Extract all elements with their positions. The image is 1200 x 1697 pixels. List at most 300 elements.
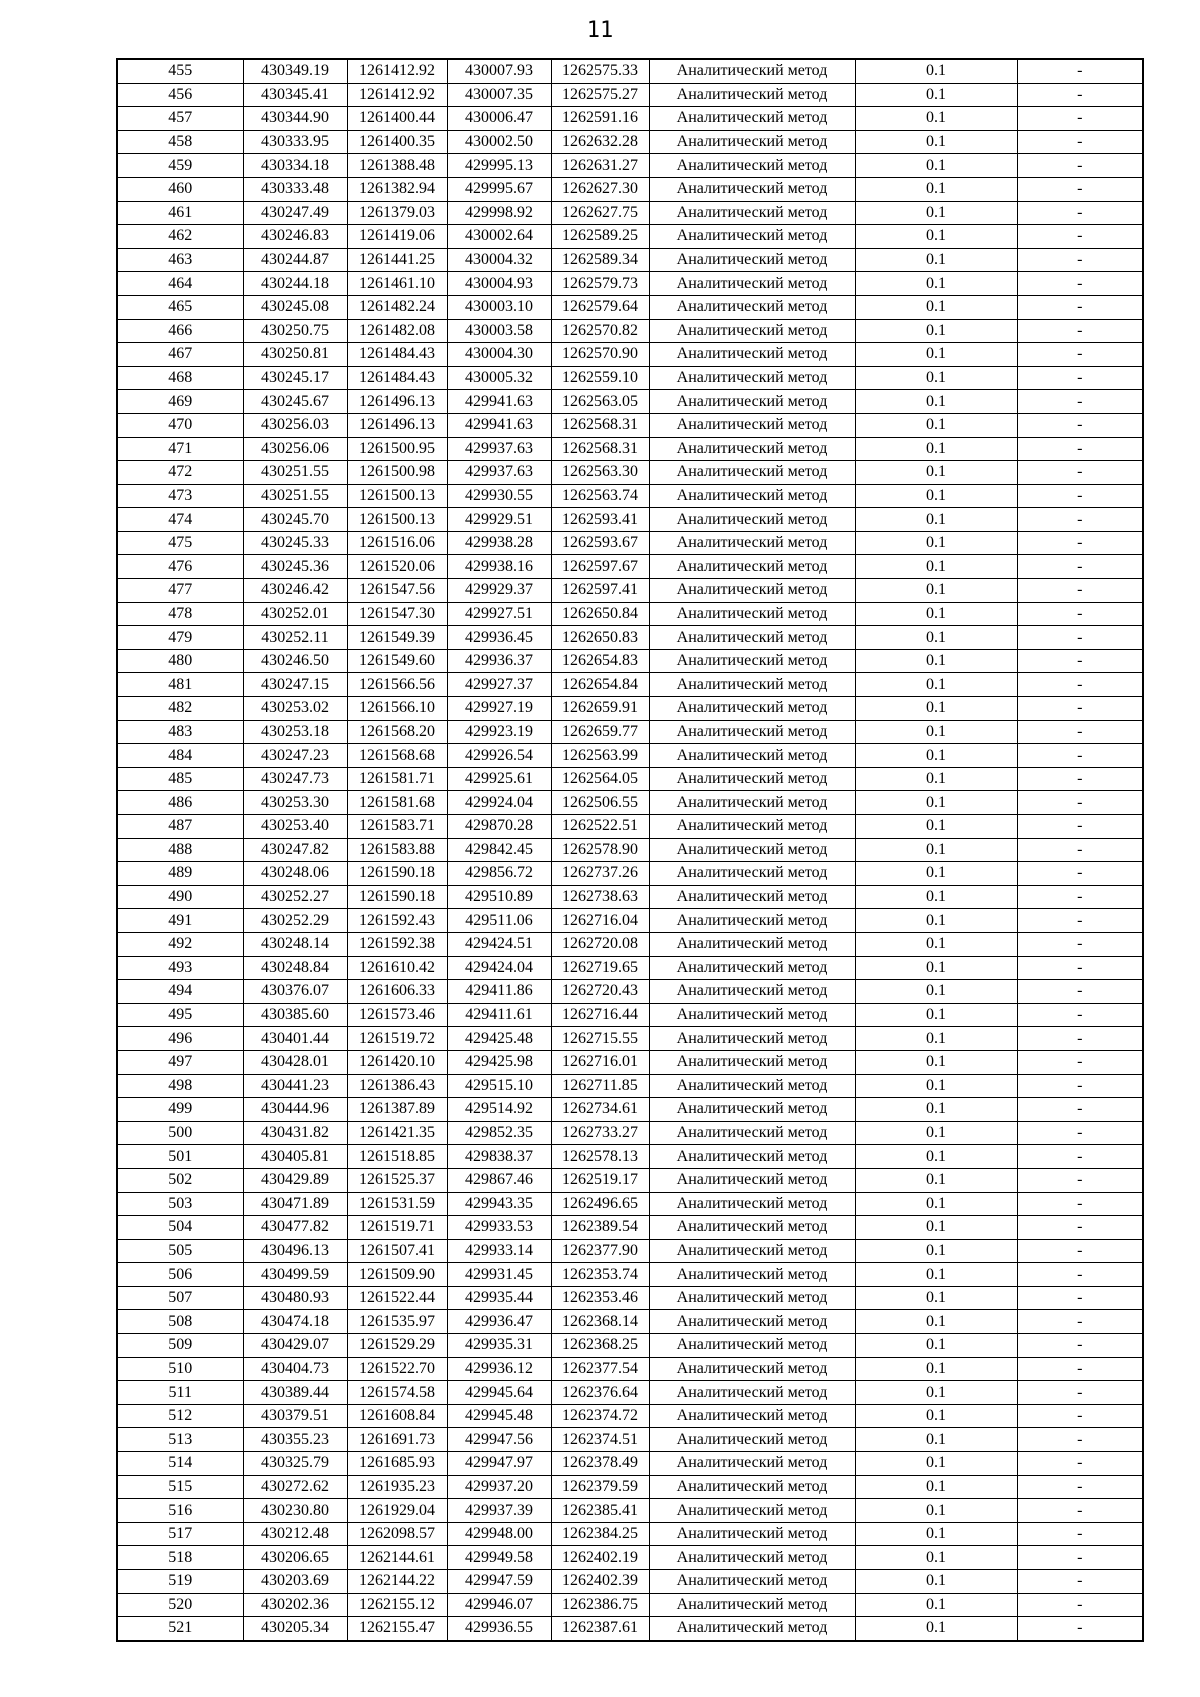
x1-cell: 430355.23 bbox=[243, 1428, 347, 1452]
y1-cell: 1261529.29 bbox=[347, 1334, 447, 1358]
x2-cell: 429510.89 bbox=[447, 885, 551, 909]
x1-cell: 430385.60 bbox=[243, 1003, 347, 1027]
x1-cell: 430252.29 bbox=[243, 909, 347, 933]
y2-cell: 1262654.83 bbox=[551, 649, 649, 673]
x2-cell: 429511.06 bbox=[447, 909, 551, 933]
x1-cell: 430246.42 bbox=[243, 579, 347, 603]
y2-cell: 1262402.19 bbox=[551, 1546, 649, 1570]
y2-cell: 1262563.05 bbox=[551, 390, 649, 414]
y1-cell: 1261379.03 bbox=[347, 201, 447, 225]
accuracy-cell: 0.1 bbox=[855, 1027, 1017, 1051]
note-cell: - bbox=[1017, 1145, 1143, 1169]
x2-cell: 429927.37 bbox=[447, 673, 551, 697]
table-row bbox=[117, 956, 1143, 980]
x2-cell: 429424.04 bbox=[447, 956, 551, 980]
method-cell: Аналитический метод bbox=[649, 1475, 855, 1499]
point-number-cell: 515 bbox=[117, 1475, 243, 1499]
y1-cell: 1261419.06 bbox=[347, 225, 447, 249]
table-row bbox=[117, 1286, 1143, 1310]
y1-cell: 1261388.48 bbox=[347, 154, 447, 178]
y1-cell: 1261382.94 bbox=[347, 177, 447, 201]
x1-cell: 430404.73 bbox=[243, 1357, 347, 1381]
x2-cell: 429937.63 bbox=[447, 437, 551, 461]
x2-cell: 429923.19 bbox=[447, 720, 551, 744]
note-cell: - bbox=[1017, 295, 1143, 319]
point-number-cell: 468 bbox=[117, 366, 243, 390]
method-cell: Аналитический метод bbox=[649, 1499, 855, 1523]
point-number-cell: 483 bbox=[117, 720, 243, 744]
x1-cell: 430247.23 bbox=[243, 744, 347, 768]
accuracy-cell: 0.1 bbox=[855, 248, 1017, 272]
x1-cell: 430333.95 bbox=[243, 130, 347, 154]
accuracy-cell: 0.1 bbox=[855, 579, 1017, 603]
accuracy-cell: 0.1 bbox=[855, 1570, 1017, 1594]
table-row bbox=[117, 177, 1143, 201]
accuracy-cell: 0.1 bbox=[855, 980, 1017, 1004]
table-row bbox=[117, 390, 1143, 414]
y1-cell: 1261583.88 bbox=[347, 838, 447, 862]
note-cell: - bbox=[1017, 885, 1143, 909]
method-cell: Аналитический метод bbox=[649, 461, 855, 485]
note-cell: - bbox=[1017, 815, 1143, 839]
x1-cell: 430256.03 bbox=[243, 413, 347, 437]
note-cell: - bbox=[1017, 437, 1143, 461]
point-number-cell: 491 bbox=[117, 909, 243, 933]
y2-cell: 1262387.61 bbox=[551, 1617, 649, 1641]
y1-cell: 1261500.13 bbox=[347, 484, 447, 508]
y1-cell: 1261519.71 bbox=[347, 1216, 447, 1240]
y1-cell: 1261400.35 bbox=[347, 130, 447, 154]
x1-cell: 430247.73 bbox=[243, 767, 347, 791]
y2-cell: 1262716.01 bbox=[551, 1050, 649, 1074]
table-row bbox=[117, 1570, 1143, 1594]
y1-cell: 1261400.44 bbox=[347, 107, 447, 131]
y1-cell: 1261519.72 bbox=[347, 1027, 447, 1051]
x1-cell: 430245.33 bbox=[243, 531, 347, 555]
y1-cell: 1261484.43 bbox=[347, 343, 447, 367]
note-cell: - bbox=[1017, 343, 1143, 367]
point-number-cell: 488 bbox=[117, 838, 243, 862]
coordinates-table bbox=[116, 58, 1144, 1642]
point-number-cell: 472 bbox=[117, 461, 243, 485]
point-number-cell: 490 bbox=[117, 885, 243, 909]
x2-cell: 430002.50 bbox=[447, 130, 551, 154]
method-cell: Аналитический метод bbox=[649, 508, 855, 532]
point-number-cell: 477 bbox=[117, 579, 243, 603]
coordinates-table-body bbox=[117, 59, 1143, 1641]
y1-cell: 1262155.12 bbox=[347, 1593, 447, 1617]
accuracy-cell: 0.1 bbox=[855, 1310, 1017, 1334]
y2-cell: 1262720.08 bbox=[551, 932, 649, 956]
y1-cell: 1261549.39 bbox=[347, 626, 447, 650]
y2-cell: 1262374.72 bbox=[551, 1404, 649, 1428]
x2-cell: 429938.28 bbox=[447, 531, 551, 555]
note-cell: - bbox=[1017, 862, 1143, 886]
method-cell: Аналитический метод bbox=[649, 744, 855, 768]
y2-cell: 1262579.73 bbox=[551, 272, 649, 296]
point-number-cell: 495 bbox=[117, 1003, 243, 1027]
method-cell: Аналитический метод bbox=[649, 1381, 855, 1405]
method-cell: Аналитический метод bbox=[649, 1239, 855, 1263]
method-cell: Аналитический метод bbox=[649, 932, 855, 956]
x1-cell: 430250.81 bbox=[243, 343, 347, 367]
table-row bbox=[117, 272, 1143, 296]
accuracy-cell: 0.1 bbox=[855, 862, 1017, 886]
x1-cell: 430272.62 bbox=[243, 1475, 347, 1499]
method-cell: Аналитический метод bbox=[649, 1121, 855, 1145]
y2-cell: 1262568.31 bbox=[551, 413, 649, 437]
note-cell: - bbox=[1017, 767, 1143, 791]
x2-cell: 429937.39 bbox=[447, 1499, 551, 1523]
note-cell: - bbox=[1017, 956, 1143, 980]
note-cell: - bbox=[1017, 744, 1143, 768]
method-cell: Аналитический метод bbox=[649, 1216, 855, 1240]
note-cell: - bbox=[1017, 1310, 1143, 1334]
method-cell: Аналитический метод bbox=[649, 649, 855, 673]
method-cell: Аналитический метод bbox=[649, 484, 855, 508]
table-row bbox=[117, 1310, 1143, 1334]
method-cell: Аналитический метод bbox=[649, 1404, 855, 1428]
note-cell: - bbox=[1017, 1334, 1143, 1358]
table-row bbox=[117, 626, 1143, 650]
method-cell: Аналитический метод bbox=[649, 437, 855, 461]
note-cell: - bbox=[1017, 1404, 1143, 1428]
point-number-cell: 497 bbox=[117, 1050, 243, 1074]
x2-cell: 429929.51 bbox=[447, 508, 551, 532]
table-row bbox=[117, 1522, 1143, 1546]
y2-cell: 1262575.27 bbox=[551, 83, 649, 107]
x1-cell: 430253.40 bbox=[243, 815, 347, 839]
x2-cell: 429411.61 bbox=[447, 1003, 551, 1027]
y2-cell: 1262627.75 bbox=[551, 201, 649, 225]
method-cell: Аналитический метод bbox=[649, 602, 855, 626]
accuracy-cell: 0.1 bbox=[855, 130, 1017, 154]
y2-cell: 1262716.04 bbox=[551, 909, 649, 933]
method-cell: Аналитический метод bbox=[649, 626, 855, 650]
accuracy-cell: 0.1 bbox=[855, 154, 1017, 178]
note-cell: - bbox=[1017, 932, 1143, 956]
y1-cell: 1261421.35 bbox=[347, 1121, 447, 1145]
x2-cell: 430004.30 bbox=[447, 343, 551, 367]
point-number-cell: 478 bbox=[117, 602, 243, 626]
method-cell: Аналитический метод bbox=[649, 531, 855, 555]
table-row bbox=[117, 744, 1143, 768]
x2-cell: 429946.07 bbox=[447, 1593, 551, 1617]
point-number-cell: 485 bbox=[117, 767, 243, 791]
y2-cell: 1262650.83 bbox=[551, 626, 649, 650]
accuracy-cell: 0.1 bbox=[855, 366, 1017, 390]
point-number-cell: 510 bbox=[117, 1357, 243, 1381]
x2-cell: 429949.58 bbox=[447, 1546, 551, 1570]
accuracy-cell: 0.1 bbox=[855, 59, 1017, 83]
point-number-cell: 492 bbox=[117, 932, 243, 956]
y2-cell: 1262564.05 bbox=[551, 767, 649, 791]
y1-cell: 1261606.33 bbox=[347, 980, 447, 1004]
note-cell: - bbox=[1017, 1499, 1143, 1523]
table-row bbox=[117, 508, 1143, 532]
point-number-cell: 494 bbox=[117, 980, 243, 1004]
point-number-cell: 520 bbox=[117, 1593, 243, 1617]
table-row bbox=[117, 602, 1143, 626]
method-cell: Аналитический метод bbox=[649, 956, 855, 980]
y1-cell: 1261547.30 bbox=[347, 602, 447, 626]
y1-cell: 1261525.37 bbox=[347, 1168, 447, 1192]
method-cell: Аналитический метод bbox=[649, 1145, 855, 1169]
table-row bbox=[117, 130, 1143, 154]
x2-cell: 429936.12 bbox=[447, 1357, 551, 1381]
x2-cell: 430005.32 bbox=[447, 366, 551, 390]
accuracy-cell: 0.1 bbox=[855, 83, 1017, 107]
y2-cell: 1262519.17 bbox=[551, 1168, 649, 1192]
table-row bbox=[117, 815, 1143, 839]
accuracy-cell: 0.1 bbox=[855, 1593, 1017, 1617]
method-cell: Аналитический метод bbox=[649, 1050, 855, 1074]
point-number-cell: 516 bbox=[117, 1499, 243, 1523]
table-row bbox=[117, 1404, 1143, 1428]
y2-cell: 1262563.99 bbox=[551, 744, 649, 768]
x1-cell: 430247.49 bbox=[243, 201, 347, 225]
x1-cell: 430251.55 bbox=[243, 484, 347, 508]
note-cell: - bbox=[1017, 720, 1143, 744]
x2-cell: 429937.20 bbox=[447, 1475, 551, 1499]
note-cell: - bbox=[1017, 1428, 1143, 1452]
table-row bbox=[117, 767, 1143, 791]
x2-cell: 429933.53 bbox=[447, 1216, 551, 1240]
method-cell: Аналитический метод bbox=[649, 815, 855, 839]
accuracy-cell: 0.1 bbox=[855, 720, 1017, 744]
method-cell: Аналитический метод bbox=[649, 1192, 855, 1216]
method-cell: Аналитический метод bbox=[649, 909, 855, 933]
x2-cell: 429424.51 bbox=[447, 932, 551, 956]
table-row bbox=[117, 1098, 1143, 1122]
note-cell: - bbox=[1017, 272, 1143, 296]
x2-cell: 429938.16 bbox=[447, 555, 551, 579]
method-cell: Аналитический метод bbox=[649, 177, 855, 201]
method-cell: Аналитический метод bbox=[649, 295, 855, 319]
note-cell: - bbox=[1017, 366, 1143, 390]
note-cell: - bbox=[1017, 555, 1143, 579]
method-cell: Аналитический метод bbox=[649, 980, 855, 1004]
table-row bbox=[117, 720, 1143, 744]
table-row bbox=[117, 1074, 1143, 1098]
y1-cell: 1261590.18 bbox=[347, 862, 447, 886]
y1-cell: 1261531.59 bbox=[347, 1192, 447, 1216]
x2-cell: 430004.93 bbox=[447, 272, 551, 296]
x1-cell: 430444.96 bbox=[243, 1098, 347, 1122]
x2-cell: 429514.92 bbox=[447, 1098, 551, 1122]
point-number-cell: 511 bbox=[117, 1381, 243, 1405]
table-row bbox=[117, 531, 1143, 555]
y1-cell: 1261500.98 bbox=[347, 461, 447, 485]
method-cell: Аналитический метод bbox=[649, 390, 855, 414]
y1-cell: 1261412.92 bbox=[347, 59, 447, 83]
page-number: 11 bbox=[586, 18, 614, 43]
point-number-cell: 460 bbox=[117, 177, 243, 201]
y2-cell: 1262578.90 bbox=[551, 838, 649, 862]
method-cell: Аналитический метод bbox=[649, 130, 855, 154]
point-number-cell: 493 bbox=[117, 956, 243, 980]
accuracy-cell: 0.1 bbox=[855, 1452, 1017, 1476]
x1-cell: 430202.36 bbox=[243, 1593, 347, 1617]
accuracy-cell: 0.1 bbox=[855, 1334, 1017, 1358]
accuracy-cell: 0.1 bbox=[855, 437, 1017, 461]
method-cell: Аналитический метод bbox=[649, 366, 855, 390]
note-cell: - bbox=[1017, 59, 1143, 83]
point-number-cell: 475 bbox=[117, 531, 243, 555]
y1-cell: 1261412.92 bbox=[347, 83, 447, 107]
y1-cell: 1261520.06 bbox=[347, 555, 447, 579]
point-number-cell: 512 bbox=[117, 1404, 243, 1428]
note-cell: - bbox=[1017, 319, 1143, 343]
table-row bbox=[117, 932, 1143, 956]
point-number-cell: 459 bbox=[117, 154, 243, 178]
table-row bbox=[117, 1617, 1143, 1641]
table-row bbox=[117, 1192, 1143, 1216]
note-cell: - bbox=[1017, 1239, 1143, 1263]
note-cell: - bbox=[1017, 1121, 1143, 1145]
x1-cell: 430253.30 bbox=[243, 791, 347, 815]
y2-cell: 1262589.25 bbox=[551, 225, 649, 249]
y2-cell: 1262559.10 bbox=[551, 366, 649, 390]
x2-cell: 430003.10 bbox=[447, 295, 551, 319]
point-number-cell: 457 bbox=[117, 107, 243, 131]
y2-cell: 1262597.67 bbox=[551, 555, 649, 579]
x1-cell: 430244.18 bbox=[243, 272, 347, 296]
point-number-cell: 469 bbox=[117, 390, 243, 414]
table-row bbox=[117, 83, 1143, 107]
y2-cell: 1262719.65 bbox=[551, 956, 649, 980]
point-number-cell: 482 bbox=[117, 697, 243, 721]
x2-cell: 430003.58 bbox=[447, 319, 551, 343]
table-row bbox=[117, 1593, 1143, 1617]
y1-cell: 1261500.95 bbox=[347, 437, 447, 461]
x2-cell: 429425.48 bbox=[447, 1027, 551, 1051]
x1-cell: 430379.51 bbox=[243, 1404, 347, 1428]
table-row bbox=[117, 248, 1143, 272]
x2-cell: 429948.00 bbox=[447, 1522, 551, 1546]
point-number-cell: 456 bbox=[117, 83, 243, 107]
accuracy-cell: 0.1 bbox=[855, 1168, 1017, 1192]
x1-cell: 430251.55 bbox=[243, 461, 347, 485]
x2-cell: 429945.48 bbox=[447, 1404, 551, 1428]
table-row bbox=[117, 555, 1143, 579]
note-cell: - bbox=[1017, 579, 1143, 603]
accuracy-cell: 0.1 bbox=[855, 201, 1017, 225]
x1-cell: 430206.65 bbox=[243, 1546, 347, 1570]
x1-cell: 430480.93 bbox=[243, 1286, 347, 1310]
note-cell: - bbox=[1017, 484, 1143, 508]
x2-cell: 430007.93 bbox=[447, 59, 551, 83]
note-cell: - bbox=[1017, 130, 1143, 154]
x1-cell: 430253.02 bbox=[243, 697, 347, 721]
table-row bbox=[117, 343, 1143, 367]
y2-cell: 1262716.44 bbox=[551, 1003, 649, 1027]
y2-cell: 1262386.75 bbox=[551, 1593, 649, 1617]
table-row bbox=[117, 437, 1143, 461]
x2-cell: 429515.10 bbox=[447, 1074, 551, 1098]
accuracy-cell: 0.1 bbox=[855, 177, 1017, 201]
x1-cell: 430499.59 bbox=[243, 1263, 347, 1287]
table-row bbox=[117, 319, 1143, 343]
note-cell: - bbox=[1017, 201, 1143, 225]
note-cell: - bbox=[1017, 980, 1143, 1004]
y1-cell: 1261516.06 bbox=[347, 531, 447, 555]
accuracy-cell: 0.1 bbox=[855, 1499, 1017, 1523]
accuracy-cell: 0.1 bbox=[855, 484, 1017, 508]
y1-cell: 1261535.97 bbox=[347, 1310, 447, 1334]
y2-cell: 1262733.27 bbox=[551, 1121, 649, 1145]
point-number-cell: 476 bbox=[117, 555, 243, 579]
x1-cell: 430256.06 bbox=[243, 437, 347, 461]
note-cell: - bbox=[1017, 673, 1143, 697]
accuracy-cell: 0.1 bbox=[855, 1286, 1017, 1310]
method-cell: Аналитический метод bbox=[649, 1617, 855, 1641]
note-cell: - bbox=[1017, 1192, 1143, 1216]
method-cell: Аналитический метод bbox=[649, 1263, 855, 1287]
accuracy-cell: 0.1 bbox=[855, 225, 1017, 249]
x2-cell: 429995.13 bbox=[447, 154, 551, 178]
y1-cell: 1261461.10 bbox=[347, 272, 447, 296]
y1-cell: 1261590.18 bbox=[347, 885, 447, 909]
y1-cell: 1261518.85 bbox=[347, 1145, 447, 1169]
x1-cell: 430247.82 bbox=[243, 838, 347, 862]
x2-cell: 429935.44 bbox=[447, 1286, 551, 1310]
note-cell: - bbox=[1017, 1617, 1143, 1641]
method-cell: Аналитический метод bbox=[649, 1310, 855, 1334]
table-row bbox=[117, 366, 1143, 390]
x2-cell: 429924.04 bbox=[447, 791, 551, 815]
point-number-cell: 470 bbox=[117, 413, 243, 437]
x2-cell: 429937.63 bbox=[447, 461, 551, 485]
x1-cell: 430205.34 bbox=[243, 1617, 347, 1641]
x2-cell: 429870.28 bbox=[447, 815, 551, 839]
note-cell: - bbox=[1017, 1522, 1143, 1546]
point-number-cell: 473 bbox=[117, 484, 243, 508]
table-row bbox=[117, 1475, 1143, 1499]
y2-cell: 1262627.30 bbox=[551, 177, 649, 201]
x2-cell: 429936.45 bbox=[447, 626, 551, 650]
y2-cell: 1262402.39 bbox=[551, 1570, 649, 1594]
x2-cell: 429936.55 bbox=[447, 1617, 551, 1641]
note-cell: - bbox=[1017, 1074, 1143, 1098]
x2-cell: 429943.35 bbox=[447, 1192, 551, 1216]
method-cell: Аналитический метод bbox=[649, 1546, 855, 1570]
table-row bbox=[117, 413, 1143, 437]
y1-cell: 1261496.13 bbox=[347, 390, 447, 414]
y1-cell: 1261482.08 bbox=[347, 319, 447, 343]
x2-cell: 429929.37 bbox=[447, 579, 551, 603]
note-cell: - bbox=[1017, 1546, 1143, 1570]
accuracy-cell: 0.1 bbox=[855, 885, 1017, 909]
point-number-cell: 507 bbox=[117, 1286, 243, 1310]
point-number-cell: 474 bbox=[117, 508, 243, 532]
method-cell: Аналитический метод bbox=[649, 154, 855, 178]
method-cell: Аналитический метод bbox=[649, 1452, 855, 1476]
point-number-cell: 504 bbox=[117, 1216, 243, 1240]
method-cell: Аналитический метод bbox=[649, 1098, 855, 1122]
y2-cell: 1262738.63 bbox=[551, 885, 649, 909]
x2-cell: 429936.47 bbox=[447, 1310, 551, 1334]
method-cell: Аналитический метод bbox=[649, 1334, 855, 1358]
accuracy-cell: 0.1 bbox=[855, 838, 1017, 862]
accuracy-cell: 0.1 bbox=[855, 932, 1017, 956]
note-cell: - bbox=[1017, 1168, 1143, 1192]
x1-cell: 430252.01 bbox=[243, 602, 347, 626]
method-cell: Аналитический метод bbox=[649, 1168, 855, 1192]
y1-cell: 1261547.56 bbox=[347, 579, 447, 603]
accuracy-cell: 0.1 bbox=[855, 626, 1017, 650]
x1-cell: 430252.11 bbox=[243, 626, 347, 650]
